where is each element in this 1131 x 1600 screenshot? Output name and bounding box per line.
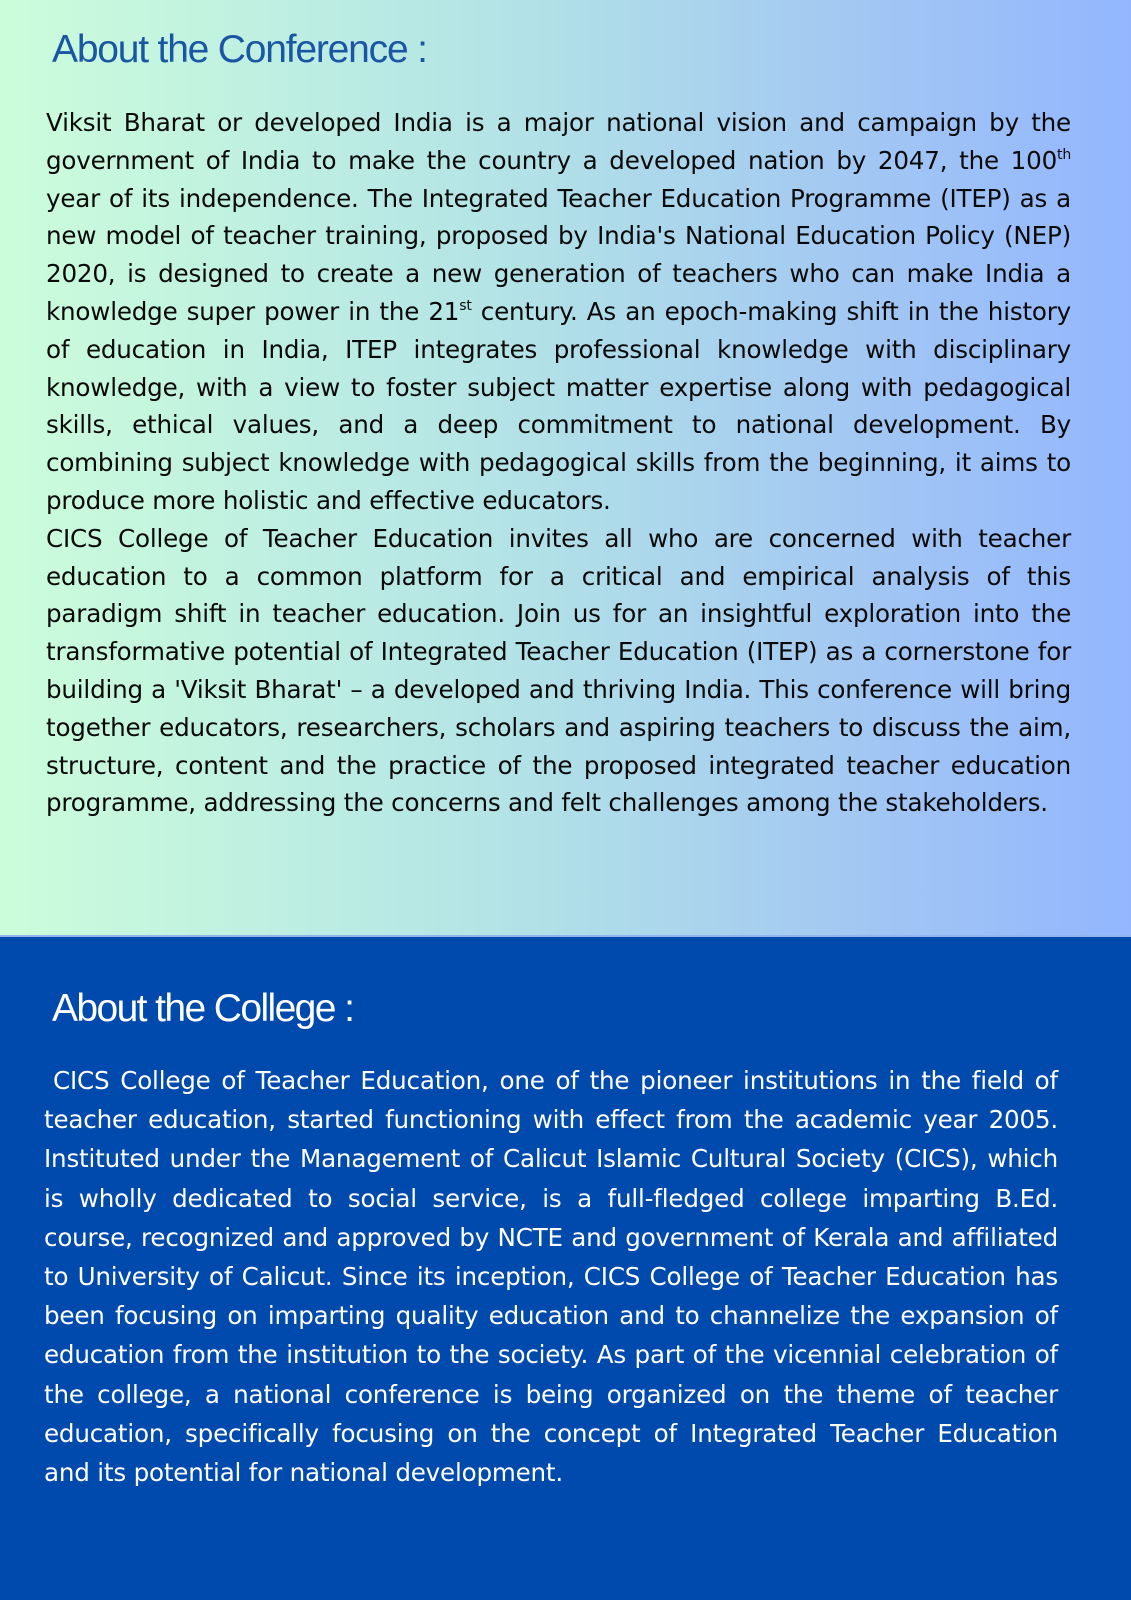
conference-paragraph-2: CICS College of Teacher Education invites all who are concerned with teacher education to a common platform for a critical and empirical analysis of this paradigm shift in teacher education. Join us for an insightful exploration into the transformative potential of Integrated Teacher Education (ITEP) as a cornerstone for building a 'Viksit Bharat' – a developed and thriving India. This conference will bring together educators, researchers, scholars and aspiring teachers to discuss the aim, structure, content and the practice of the proposed integrated teacher education programme, addressing the concerns and felt challenges among the stakeholders. bbox=[46, 523, 1071, 818]
superscript-st: st bbox=[459, 297, 472, 314]
conference-paragraph-1-part-3: century. As an epoch-making shift in the history of education in India, ITEP integrates professional knowledge with disciplinary knowledge, with a view to foster subject matter expertise along with pedagogical skills, ethical values, and a deep commitment to national development. By combining subject knowledge with pedagogical skills from the beginning, it aims to produce more holistic and effective educators. bbox=[46, 296, 1071, 515]
conference-paragraph-1 bbox=[46, 104, 1071, 520]
about-college-body bbox=[44, 1061, 1058, 1492]
about-college-section bbox=[0, 937, 1131, 1600]
conference-paragraph-1-part-1: Viksit Bharat or developed India is a major national vision and campaign by the government of India to make the country a developed nation by 2047, the 100 bbox=[46, 108, 1071, 175]
about-college-heading: About the College : bbox=[52, 987, 354, 1030]
college-paragraph: CICS College of Teacher Education, one of the pioneer institutions in the field of teacher education, started functioning with effect from the academic year 2005. Instituted under the Management of Calicut Islamic Cultural Society (CICS), which is wholly dedicated to social service, is a full-fledged college imparting B.Ed. course, recognized and approved by NCTE and government of Kerala and affiliated to University of Calicut. Since its inception, CICS College of Teacher Education has been focusing on imparting quality education and to channelize the expansion of education from the institution to the society. As part of the vicennial celebration of the college, a national conference is being organized on the theme of teacher education, specifically focusing on the concept of Integrated Teacher Education and its potential for national development. bbox=[44, 1066, 1058, 1488]
superscript-th: th bbox=[1057, 146, 1071, 163]
conference-paragraph-1-part-2: year of its independence. The Integrated Teacher Education Programme (ITEP) as a new model of teacher training, proposed by India's National Education Policy (NEP) 2020, is designed to create a new generation of teachers who can make India a knowledge super power in the 21 bbox=[46, 183, 1071, 326]
about-conference-body bbox=[46, 104, 1071, 822]
about-conference-heading: About the Conference : bbox=[52, 28, 427, 71]
